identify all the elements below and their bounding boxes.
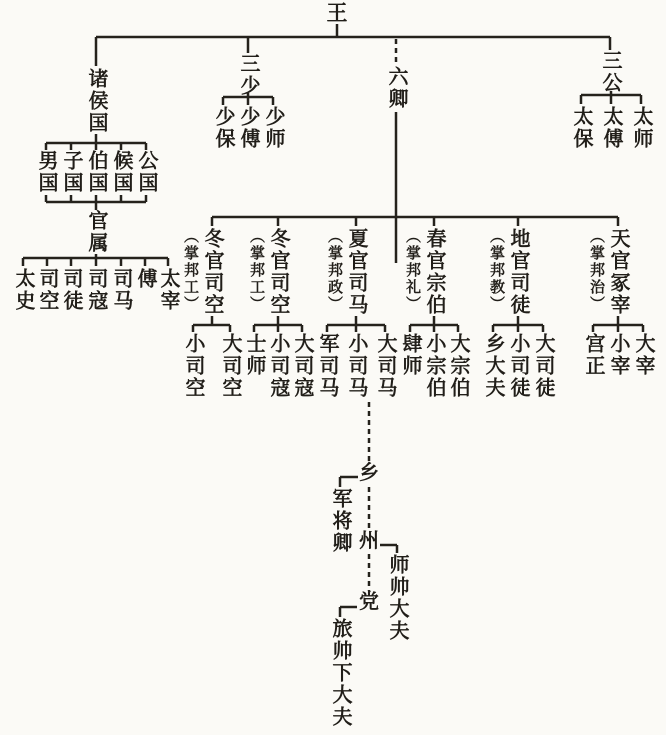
- ministry-2-sub-1: 小司寇: [267, 333, 289, 399]
- ministry-6-sub-0: 宫正: [582, 333, 604, 377]
- node-official-sima: 司马: [110, 268, 132, 312]
- ministry-5-sub-2: 大司徒: [532, 333, 554, 399]
- ministry-4-sub-0: 肆师: [399, 333, 421, 377]
- node-taibao: 太保: [570, 106, 592, 150]
- node-guanshu: 官属: [85, 210, 107, 254]
- ministry-2-duty: （掌邦工）: [248, 228, 264, 313]
- node-state-hou: 候国: [110, 150, 132, 194]
- node-zhuhouguo: 诸侯国: [85, 68, 107, 134]
- ministry-1-title: 冬官司空: [201, 228, 223, 316]
- ministry-6-sub-2: 大宰: [632, 333, 654, 377]
- ministry-6-sub-1: 小宰: [607, 333, 629, 377]
- node-shaofu: 少傅: [237, 106, 259, 150]
- ministry-5-duty: （掌邦教）: [488, 228, 504, 313]
- node-official-situ: 司徒: [60, 268, 82, 312]
- ministry-3-sub-0: 军司马: [316, 333, 338, 399]
- node-state-gong: 公国: [135, 150, 157, 194]
- ministry-1-duty: （掌邦工）: [182, 228, 198, 313]
- ministry-6-title: 天官冢宰: [607, 228, 629, 316]
- ministry-3-sub-2: 大司马: [374, 333, 396, 399]
- node-shaobao: 少保: [212, 106, 234, 150]
- ministry-2-title: 冬官司空: [267, 228, 289, 316]
- ministry-3-sub-1: 小司马: [345, 333, 367, 399]
- node-state-zi: 子国: [60, 150, 82, 194]
- ministry-3-title: 夏官司马: [345, 228, 367, 316]
- node-king: 王: [326, 1, 348, 25]
- node-shaoshi: 少师: [262, 106, 284, 150]
- node-official-sikong: 司空: [36, 268, 58, 312]
- ministry-5-sub-0: 乡大夫: [482, 333, 504, 399]
- ministry-3-duty: （掌邦政）: [326, 228, 342, 313]
- node-official-taishi: 太史: [12, 268, 34, 312]
- ministry-1-sub-0: 小司空: [182, 333, 204, 399]
- node-official-fu: 傅: [134, 268, 156, 290]
- ministry-5-title: 地官司徒: [507, 228, 529, 316]
- node-taishi: 太师: [630, 106, 652, 150]
- node-taifu: 太傅: [600, 106, 622, 150]
- ministry-2-sub-0: 士师: [243, 333, 265, 377]
- ministry-5-sub-1: 小司徒: [507, 333, 529, 399]
- ministry-4-sub-2: 大宗伯: [447, 333, 469, 399]
- ministry-2-sub-2: 大司寇: [291, 333, 313, 399]
- node-junjiangqing: 军将卿: [329, 488, 351, 554]
- ministry-1-sub-1: 大司空: [219, 333, 241, 399]
- node-shishuaidafu: 师帅大夫: [386, 554, 408, 642]
- node-sangong: 三公: [599, 50, 621, 94]
- node-liuqing: 六卿: [385, 66, 407, 110]
- node-official-taizai: 太宰: [157, 268, 179, 312]
- ministry-4-title: 春官宗伯: [423, 228, 445, 316]
- tree-dashed-connectors: [369, 39, 396, 591]
- ministry-4-sub-1: 小宗伯: [423, 333, 445, 399]
- node-sanshao: 三少: [237, 53, 259, 97]
- node-state-bo: 伯国: [85, 150, 107, 194]
- ministry-4-duty: （掌邦礼）: [404, 228, 420, 313]
- node-xiang: 乡: [359, 462, 379, 484]
- node-lvshuaixiadafu: 旅帅下大夫: [329, 618, 351, 728]
- node-official-sikou: 司寇: [85, 268, 107, 312]
- node-dang: 党: [359, 591, 379, 613]
- node-state-nan: 男国: [35, 150, 57, 194]
- node-zhou: 州: [359, 530, 379, 552]
- ministry-6-duty: （掌邦治）: [588, 228, 604, 313]
